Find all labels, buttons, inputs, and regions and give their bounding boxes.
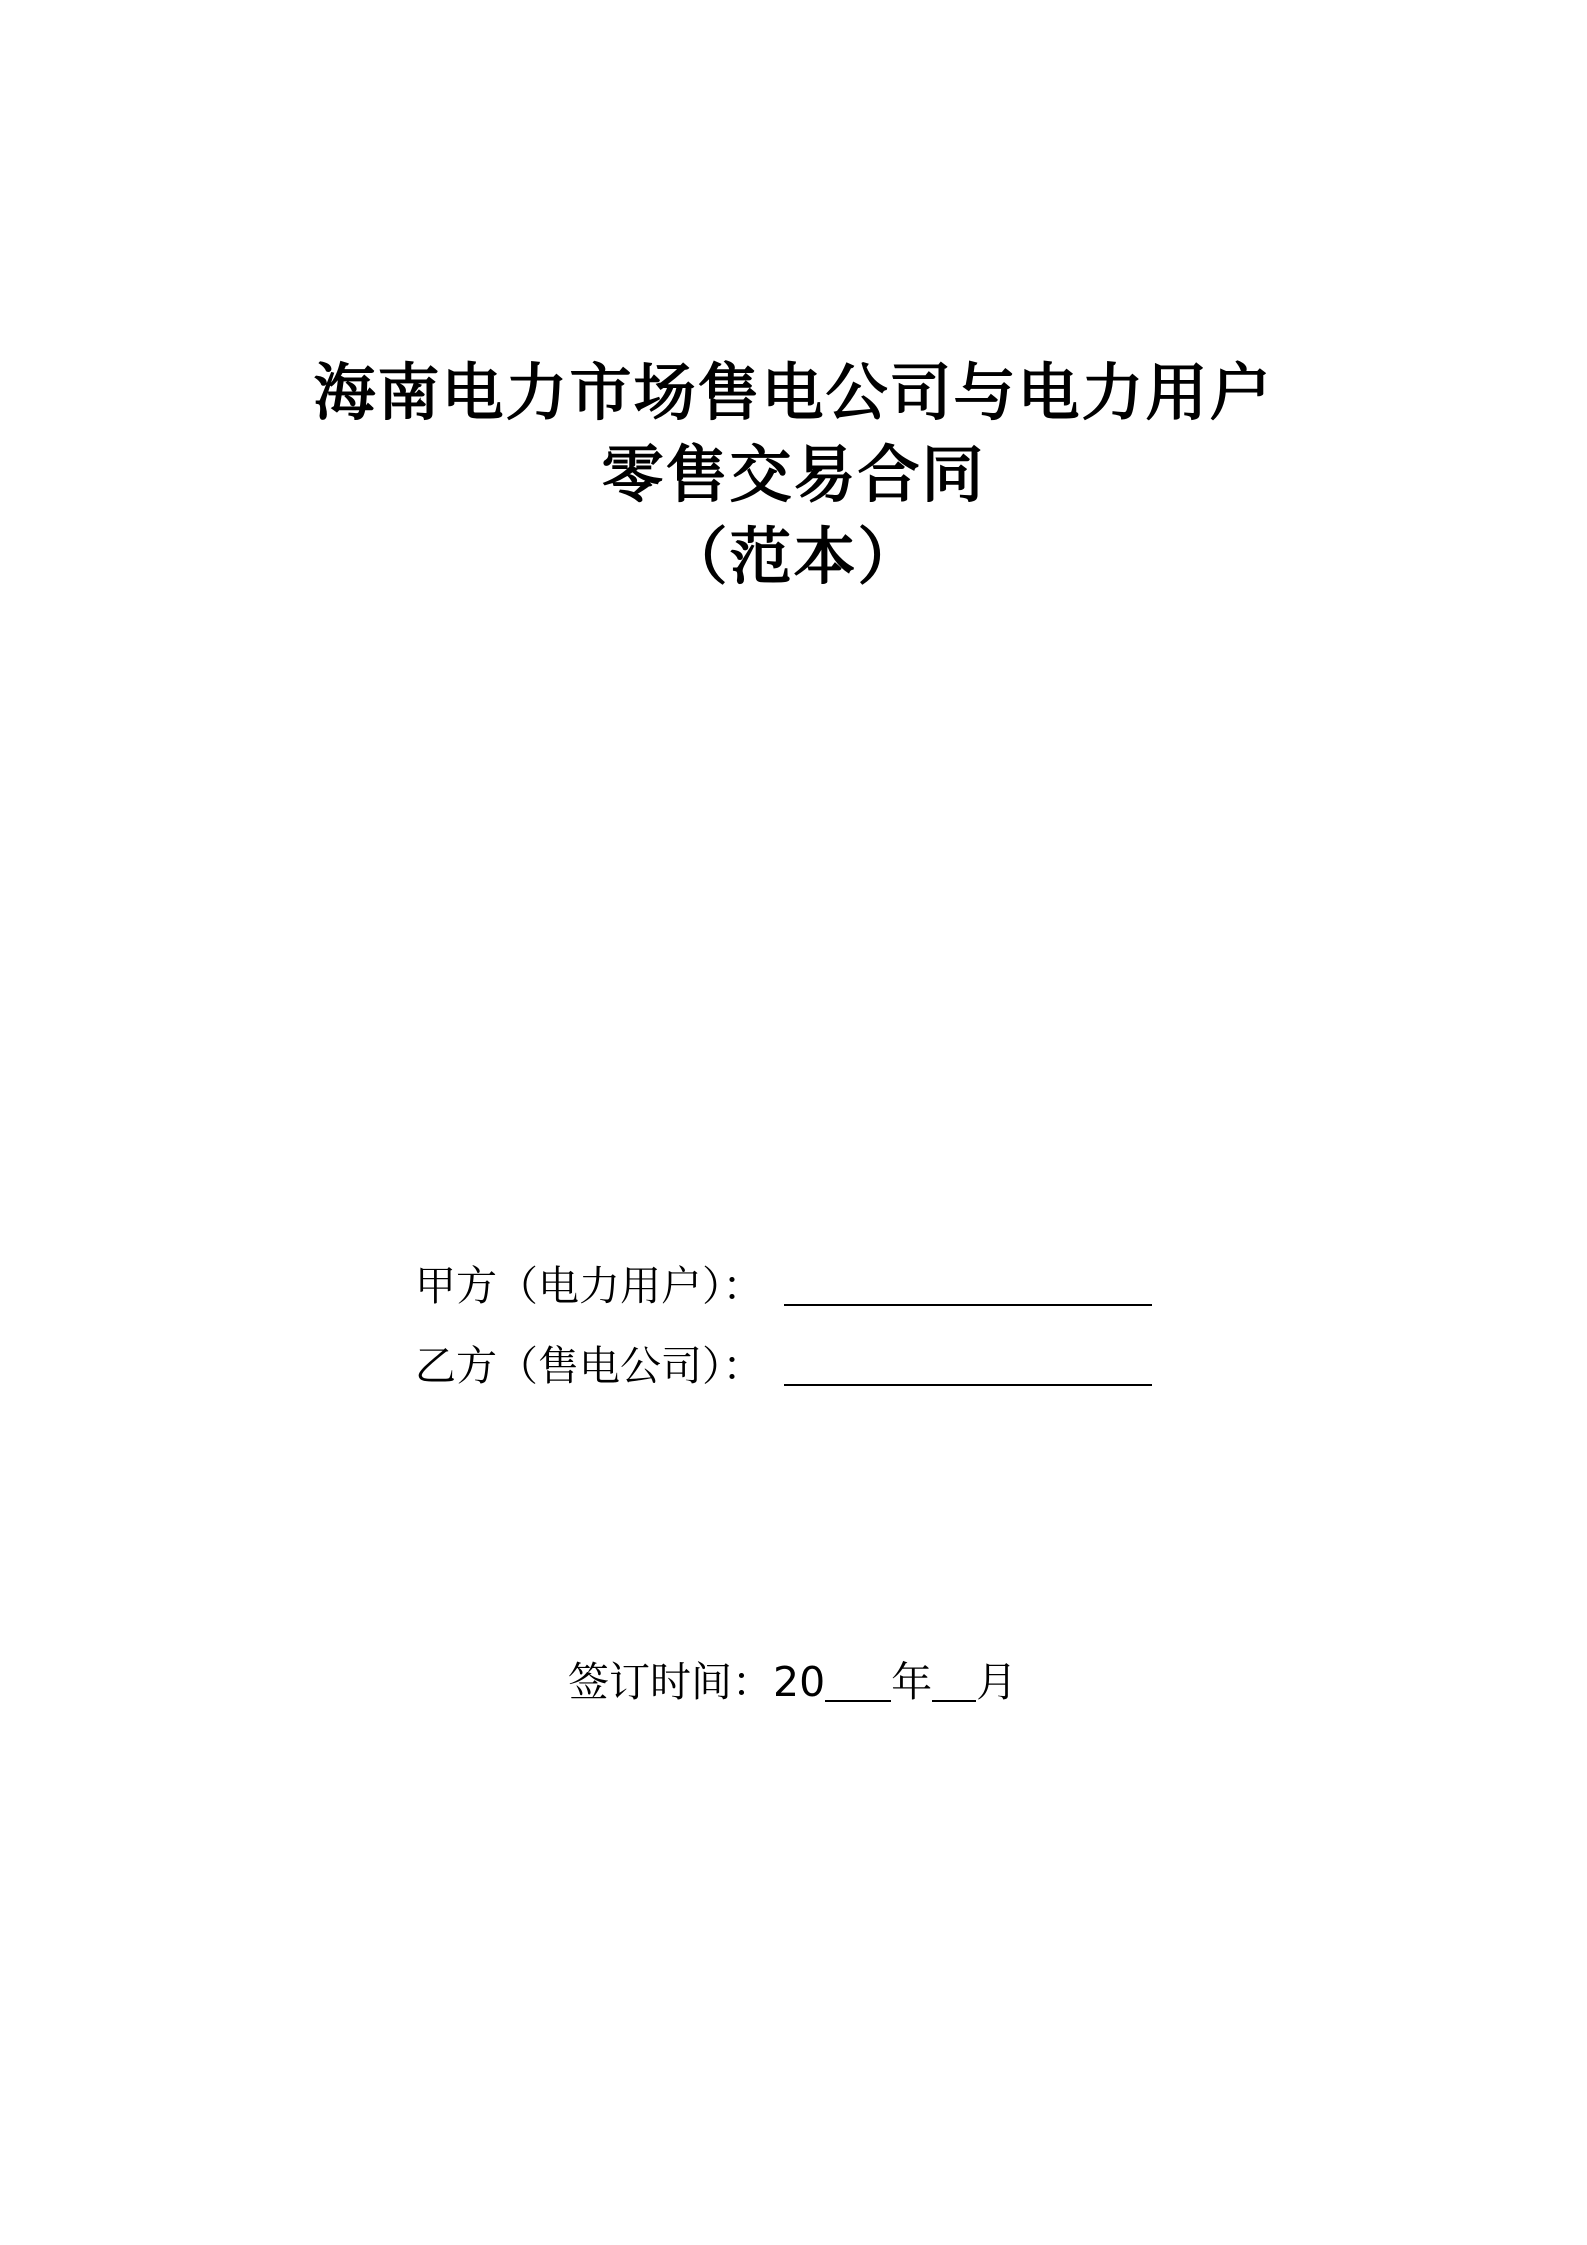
- signing-year-blank-field[interactable]: [825, 1656, 891, 1702]
- party-a-row: [415, 1256, 1152, 1316]
- signing-year-suffix: 年: [891, 1658, 933, 1706]
- signing-year-prefix: 20: [773, 1658, 826, 1706]
- party-a-blank-field[interactable]: [784, 1260, 1152, 1306]
- signing-month-suffix: 月: [976, 1658, 1018, 1706]
- title-line-1: 海南电力市场售电公司与电力用户: [313, 356, 1274, 429]
- signing-date-label: 签订时间：: [568, 1658, 773, 1706]
- signing-month-blank-field[interactable]: [932, 1656, 976, 1702]
- title-line-2: 零售交易合同: [601, 438, 986, 511]
- party-b-blank-field[interactable]: [784, 1340, 1152, 1386]
- party-b-label: 乙方（售电公司）：: [415, 1342, 764, 1390]
- title-line-3: （范本）: [665, 520, 922, 593]
- contract-title: [0, 352, 1587, 598]
- party-a-label: 甲方（电力用户）：: [415, 1262, 764, 1310]
- party-b-row: [415, 1336, 1152, 1396]
- signing-date-row: [568, 1652, 1017, 1712]
